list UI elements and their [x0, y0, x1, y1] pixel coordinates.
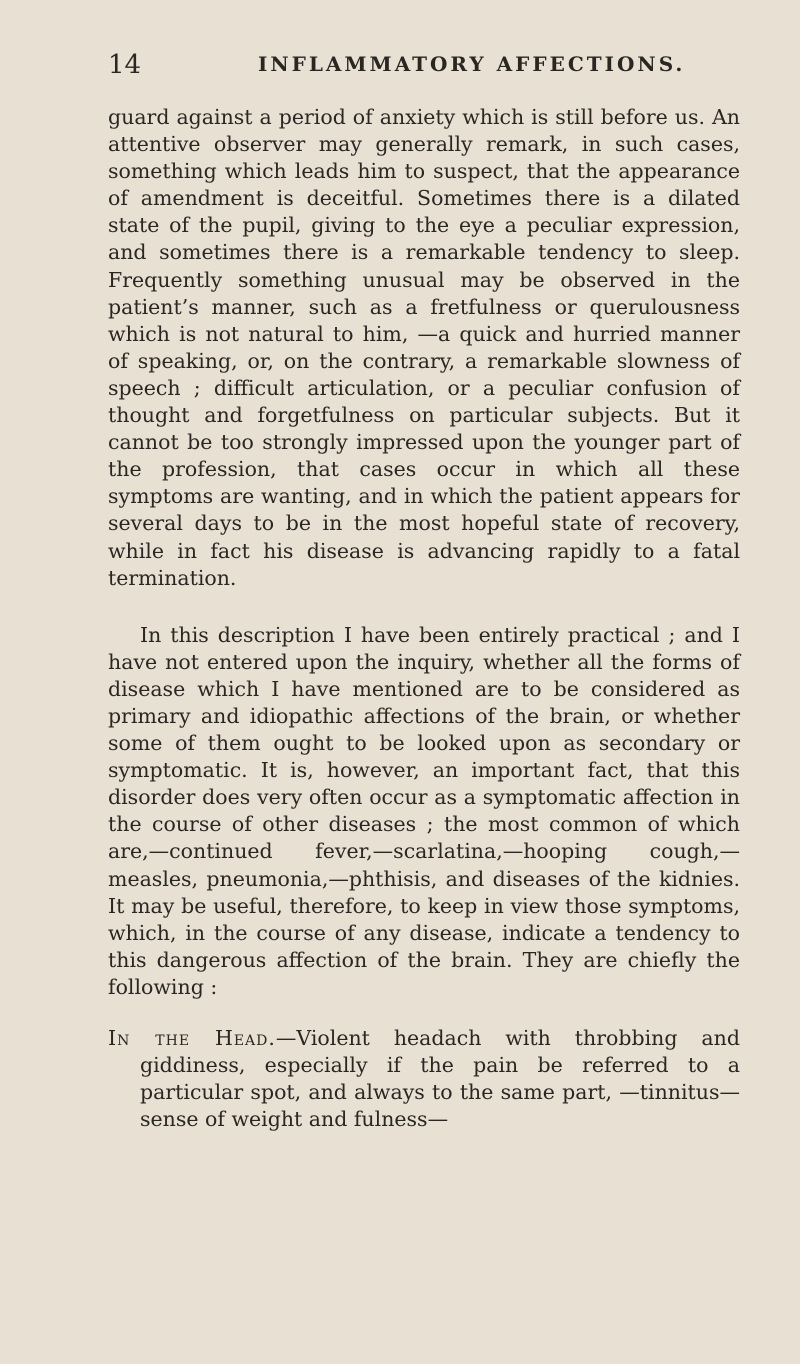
page-header: [108, 50, 740, 86]
paragraph-description: In this description I have been entirely practical ; and I have not entered upon the inquiry, whether all the forms of disease which I have mentioned are to be considered as primary and idiopathic affections of the brain, or whether some of them ought to be looked upon as secondary or symptomatic. It is, however, an important fact, that this disorder does very often occur as a symptomatic affection in the course of other diseases ; the most common of which are,—continued fever,—scarlatina,—hooping cough,—measles, pneumonia,—phthisis, and diseases of the kidnies. It may be useful, therefore, to keep in view those symptoms, which, in the course of any disease, indicate a tendency to this dangerous affection of the brain. They are chiefly the following :: [108, 622, 740, 999]
page-number: 14: [108, 50, 142, 80]
symptom-heading: In the Head.: [108, 1026, 276, 1050]
symptom-text: —Violent headach with throbbing and giddiness, especially if the pain be referred to a particular spot, and always to the same part, —tinnitus—sense of weight and fulness—: [140, 1026, 740, 1132]
paragraph-continuation: guard against a period of anxiety which is still before us. An attentive observer may generally remark, in such cases, something which leads him to suspect, that the appearance of amendment is deceitful. Sometimes there is a dilated state of the pupil, giving to the eye a peculiar expression, and sometimes there is a remarkable tendency to sleep. Frequently something unusual may be observed in the patient’s manner, such as a fretfulness or querulousness which is not natural to him, —a quick and hurried manner of speaking, or, on the contrary, a remarkable slowness of speech ; difficult articulation, or a peculiar confusion of thought and forgetfulness on particular subjects. But it cannot be too strongly impressed upon the younger part of the profession, that cases occur in which all these symptoms are wanting, and in which the patient appears for several days to be in the most hopeful state of recovery, while in fact his disease is advancing rapidly to a fatal termination.: [108, 105, 740, 590]
body-text: [108, 104, 740, 1133]
running-title: INFLAMMATORY AFFECTIONS.: [258, 52, 686, 76]
symptom-entry: [108, 1025, 740, 1133]
